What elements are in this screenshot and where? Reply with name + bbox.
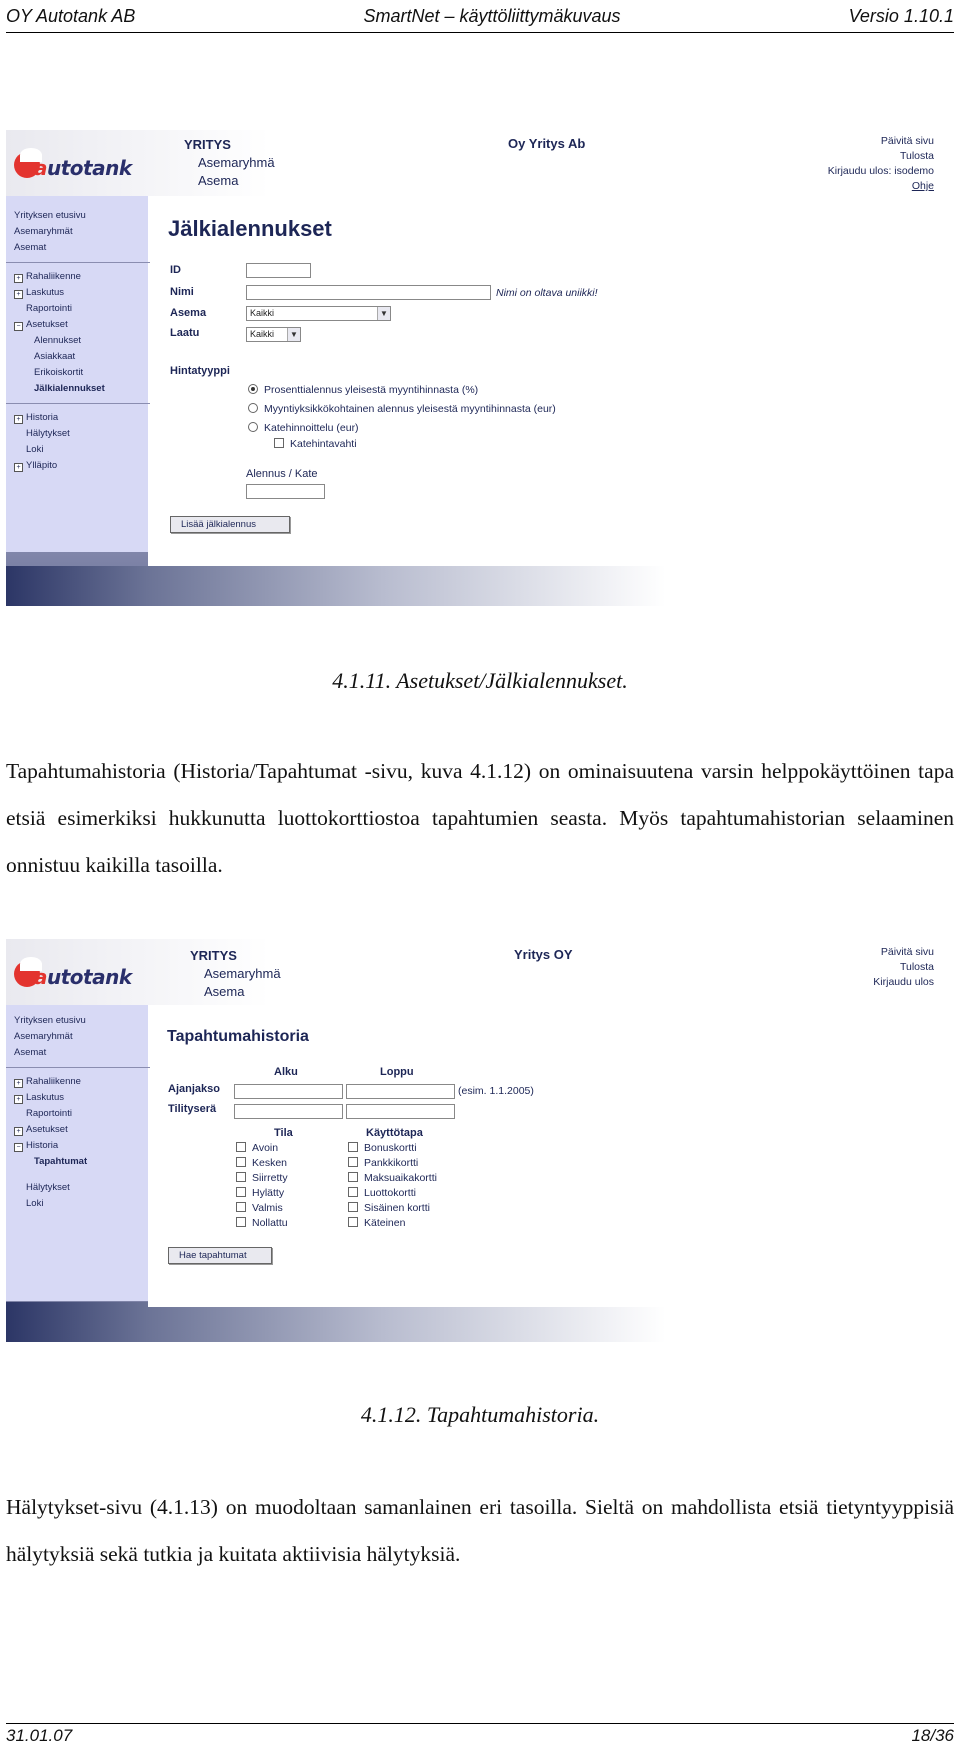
- id-label: ID: [170, 264, 181, 276]
- lisaa-jalkialennus-button[interactable]: Lisää jälkialennus: [170, 516, 290, 533]
- paragraph-tapahtumahistoria: Tapahtumahistoria (Historia/Tapahtumat -sivu, kuva 4.1.12) on ominaisuutena varsin helppokäyttöinen tapa etsiä esimerkiksi hukkunutta luottokorttiostoa tapahtumien seasta. Myös tapahtumahistorian selaaminen onnistuu kaikilla tasoilla.: [6, 759, 954, 877]
- print-link[interactable]: Tulosta: [899, 961, 934, 973]
- footer-date: 31.01.07: [6, 1726, 73, 1745]
- checkbox[interactable]: [348, 1157, 358, 1167]
- sidebar-item-etusivu[interactable]: Yrityksen etusivu: [14, 210, 86, 221]
- nimi-input[interactable]: [246, 285, 491, 300]
- page-title: Jälkialennukset: [168, 216, 332, 241]
- nimi-label: Nimi: [170, 286, 194, 298]
- tilitysera-label: Tilityserä: [168, 1103, 217, 1115]
- level-asema[interactable]: Asema: [198, 173, 239, 188]
- date-hint: (esim. 1.1.2005): [458, 1085, 534, 1097]
- tila-nollattu[interactable]: Nollattu: [236, 1217, 288, 1229]
- sidebar-nav: [14, 1013, 140, 1212]
- hintatyyppi-label: Hintatyyppi: [170, 365, 230, 377]
- laatu-label: Laatu: [170, 327, 200, 339]
- expand-icon[interactable]: +: [14, 1127, 23, 1136]
- sidebar-item-halytykset[interactable]: Hälytykset: [26, 428, 70, 439]
- logout-link[interactable]: Kirjaudu ulos: isodemo: [827, 165, 934, 177]
- level-asema[interactable]: Asema: [204, 984, 245, 999]
- tila-header: Tila: [274, 1127, 293, 1139]
- sidebar-item-asemat[interactable]: Asemat: [14, 1047, 47, 1058]
- sidebar-item-laskutus[interactable]: + Laskutus: [14, 1090, 140, 1106]
- sidebar-item-historia[interactable]: − Historia: [14, 1138, 140, 1154]
- top-right-links: [828, 134, 934, 194]
- radio[interactable]: [248, 403, 258, 413]
- hae-tapahtumat-button[interactable]: Hae tapahtumat: [168, 1247, 272, 1264]
- sidebar-item-raportointi[interactable]: Raportointi: [26, 1108, 72, 1119]
- footer-page-number: 18/36: [911, 1726, 954, 1745]
- sidebar-item-etusivu[interactable]: Yrityksen etusivu: [14, 1015, 86, 1026]
- tila-valmis[interactable]: Valmis: [236, 1202, 283, 1214]
- expand-icon[interactable]: +: [14, 274, 23, 283]
- loppu-header: Loppu: [380, 1066, 414, 1078]
- radio[interactable]: [248, 422, 258, 432]
- level-yritys[interactable]: YRITYS: [190, 948, 237, 963]
- kayttotapa-bonuskortti[interactable]: Bonuskortti: [348, 1142, 417, 1154]
- chevron-down-icon[interactable]: ▼: [377, 307, 390, 320]
- sidebar-subitem-erikoiskortit[interactable]: Erikoiskortit: [34, 367, 84, 378]
- collapse-icon[interactable]: −: [14, 322, 23, 331]
- id-input[interactable]: [246, 263, 311, 278]
- checkbox[interactable]: [236, 1187, 246, 1197]
- ajanjakso-loppu-input[interactable]: [346, 1084, 455, 1099]
- option-katehinnoittelu[interactable]: Katehinnoittelu (eur): [248, 422, 359, 434]
- logout-link[interactable]: Kirjaudu ulos: [873, 976, 934, 988]
- alennus-kate-input[interactable]: [246, 484, 325, 499]
- checkbox[interactable]: [348, 1172, 358, 1182]
- checkbox[interactable]: [348, 1187, 358, 1197]
- tila-kesken[interactable]: Kesken: [236, 1157, 287, 1169]
- kayttotapa-luottokortti[interactable]: Luottokortti: [348, 1187, 416, 1199]
- caption-4-1-12: 4.1.12. Tapahtumahistoria.: [360, 1402, 600, 1427]
- sidebar-item-halytykset[interactable]: Hälytykset: [26, 1182, 70, 1193]
- alku-header: Alku: [274, 1066, 298, 1078]
- sidebar-subitem-asiakkaat[interactable]: Asiakkaat: [34, 351, 76, 362]
- help-link[interactable]: Ohje: [911, 180, 934, 192]
- autotank-logo[interactable]: autotank: [14, 957, 139, 993]
- expand-icon[interactable]: +: [14, 290, 23, 299]
- page-footer: [6, 1723, 954, 1748]
- tilitysera-alku-input[interactable]: [234, 1104, 343, 1119]
- header-doc-title: SmartNet – käyttöliittymäkuvaus: [363, 5, 621, 26]
- sidebar-item-rahaliikenne[interactable]: + Rahaliikenne: [14, 269, 140, 285]
- page-title: Tapahtumahistoria: [167, 1028, 309, 1045]
- checkbox[interactable]: [236, 1217, 246, 1227]
- checkbox[interactable]: [348, 1142, 358, 1152]
- ajanjakso-label: Ajanjakso: [168, 1083, 220, 1095]
- level-asemaryhma[interactable]: Asemaryhmä: [198, 155, 275, 170]
- sidebar-item-raportointi[interactable]: Raportointi: [26, 303, 72, 314]
- sidebar-subitem-alennukset[interactable]: Alennukset: [34, 335, 82, 346]
- print-link[interactable]: Tulosta: [899, 150, 934, 162]
- tilitysera-loppu-input[interactable]: [346, 1104, 455, 1119]
- kayttotapa-kateinen[interactable]: Käteinen: [348, 1217, 405, 1229]
- kayttotapa-sisainen-kortti[interactable]: Sisäinen kortti: [348, 1202, 430, 1214]
- checkbox[interactable]: [348, 1202, 358, 1212]
- expand-icon[interactable]: +: [14, 1079, 23, 1088]
- sidebar-item-asetukset[interactable]: + Asetukset: [14, 1122, 140, 1138]
- company-name: Oy Yritys Ab: [508, 136, 586, 151]
- chevron-down-icon[interactable]: ▼: [287, 328, 300, 341]
- sidebar-item-asetukset[interactable]: − Asetukset: [14, 317, 140, 333]
- level-asemaryhma[interactable]: Asemaryhmä: [204, 966, 281, 981]
- refresh-link[interactable]: Päivitä sivu: [880, 135, 934, 147]
- checkbox[interactable]: [236, 1142, 246, 1152]
- laatu-select[interactable]: Kaikki ▼: [246, 327, 301, 342]
- sidebar-item-rahaliikenne[interactable]: + Rahaliikenne: [14, 1074, 140, 1090]
- company-name: Yritys OY: [514, 947, 573, 962]
- asema-select[interactable]: Kaikki ▼: [246, 306, 391, 321]
- option-myyntiyksikko[interactable]: Myyntiyksikkökohtainen alennus yleisestä myyntihinnasta (eur): [248, 403, 556, 415]
- checkbox[interactable]: [236, 1157, 246, 1167]
- sidebar-subitem-tapahtumat[interactable]: Tapahtumat: [34, 1156, 88, 1167]
- radio-selected[interactable]: [248, 384, 258, 394]
- level-breadcrumb: [190, 947, 281, 1001]
- header-company: OY Autotank AB: [6, 5, 136, 26]
- kayttotapa-header: Käyttötapa: [366, 1127, 423, 1139]
- expand-icon[interactable]: +: [14, 1095, 23, 1104]
- tila-avoin[interactable]: Avoin: [236, 1142, 278, 1154]
- autotank-logo[interactable]: autotank: [14, 148, 139, 184]
- kayttotapa-maksuaikakortti[interactable]: Maksuaikakortti: [348, 1172, 437, 1184]
- level-yritys[interactable]: YRITYS: [184, 137, 231, 152]
- kayttotapa-pankkikortti[interactable]: Pankkikortti: [348, 1157, 418, 1169]
- nimi-note: Nimi on oltava uniikki!: [496, 287, 598, 299]
- sidebar-item-asemat[interactable]: Asemat: [14, 242, 47, 253]
- screenshot-jalkialennukset: [6, 130, 948, 606]
- sidebar-item-historia[interactable]: + Historia: [14, 410, 140, 426]
- checkbox[interactable]: [236, 1202, 246, 1212]
- sidebar-subitem-jalkialennukset[interactable]: Jälkialennukset: [34, 383, 105, 394]
- expand-icon[interactable]: +: [14, 463, 23, 472]
- sidebar-nav: [14, 208, 140, 474]
- ajanjakso-alku-input[interactable]: [234, 1084, 343, 1099]
- alennus-kate-label: Alennus / Kate: [246, 468, 318, 480]
- checkbox[interactable]: [274, 438, 284, 448]
- sidebar-item-loki[interactable]: Loki: [26, 444, 44, 455]
- tila-siirretty[interactable]: Siirretty: [236, 1172, 288, 1184]
- sidebar-item-yllapito[interactable]: + Ylläpito: [14, 458, 140, 474]
- top-right-links: [873, 945, 934, 990]
- asema-label: Asema: [170, 307, 207, 319]
- sidebar-item-laskutus[interactable]: + Laskutus: [14, 285, 140, 301]
- sidebar-item-loki[interactable]: Loki: [26, 1198, 44, 1209]
- header-version: Versio 1.10.1: [848, 5, 954, 26]
- page-header: [6, 0, 954, 33]
- level-breadcrumb: [184, 136, 275, 190]
- option-prosenttialennus[interactable]: Prosenttialennus yleisestä myyntihinnasta (%): [248, 384, 478, 396]
- caption-4-1-11: 4.1.11. Asetukset/Jälkialennukset.: [332, 668, 628, 693]
- screenshot-tapahtumahistoria: [6, 939, 948, 1342]
- expand-icon[interactable]: +: [14, 415, 23, 424]
- refresh-link[interactable]: Päivitä sivu: [880, 946, 934, 958]
- checkbox[interactable]: [236, 1172, 246, 1182]
- sidebar-item-asemaryhmat[interactable]: Asemaryhmät: [14, 226, 73, 237]
- katehintavahti-checkbox[interactable]: Katehintavahti: [274, 438, 357, 450]
- sidebar-item-asemaryhmat[interactable]: Asemaryhmät: [14, 1031, 73, 1042]
- tila-hylatty[interactable]: Hylätty: [236, 1187, 284, 1199]
- paragraph-halytykset: Hälytykset-sivu (4.1.13) on muodoltaan samanlainen eri tasoilla. Sieltä on mahdollista etsiä tietyntyyppisiä hälytyksiä sekä tutkia ja kuitata aktiivisia hälytyksiä.: [6, 1495, 954, 1566]
- main-panel: [148, 196, 948, 566]
- collapse-icon[interactable]: −: [14, 1143, 23, 1152]
- checkbox[interactable]: [348, 1217, 358, 1227]
